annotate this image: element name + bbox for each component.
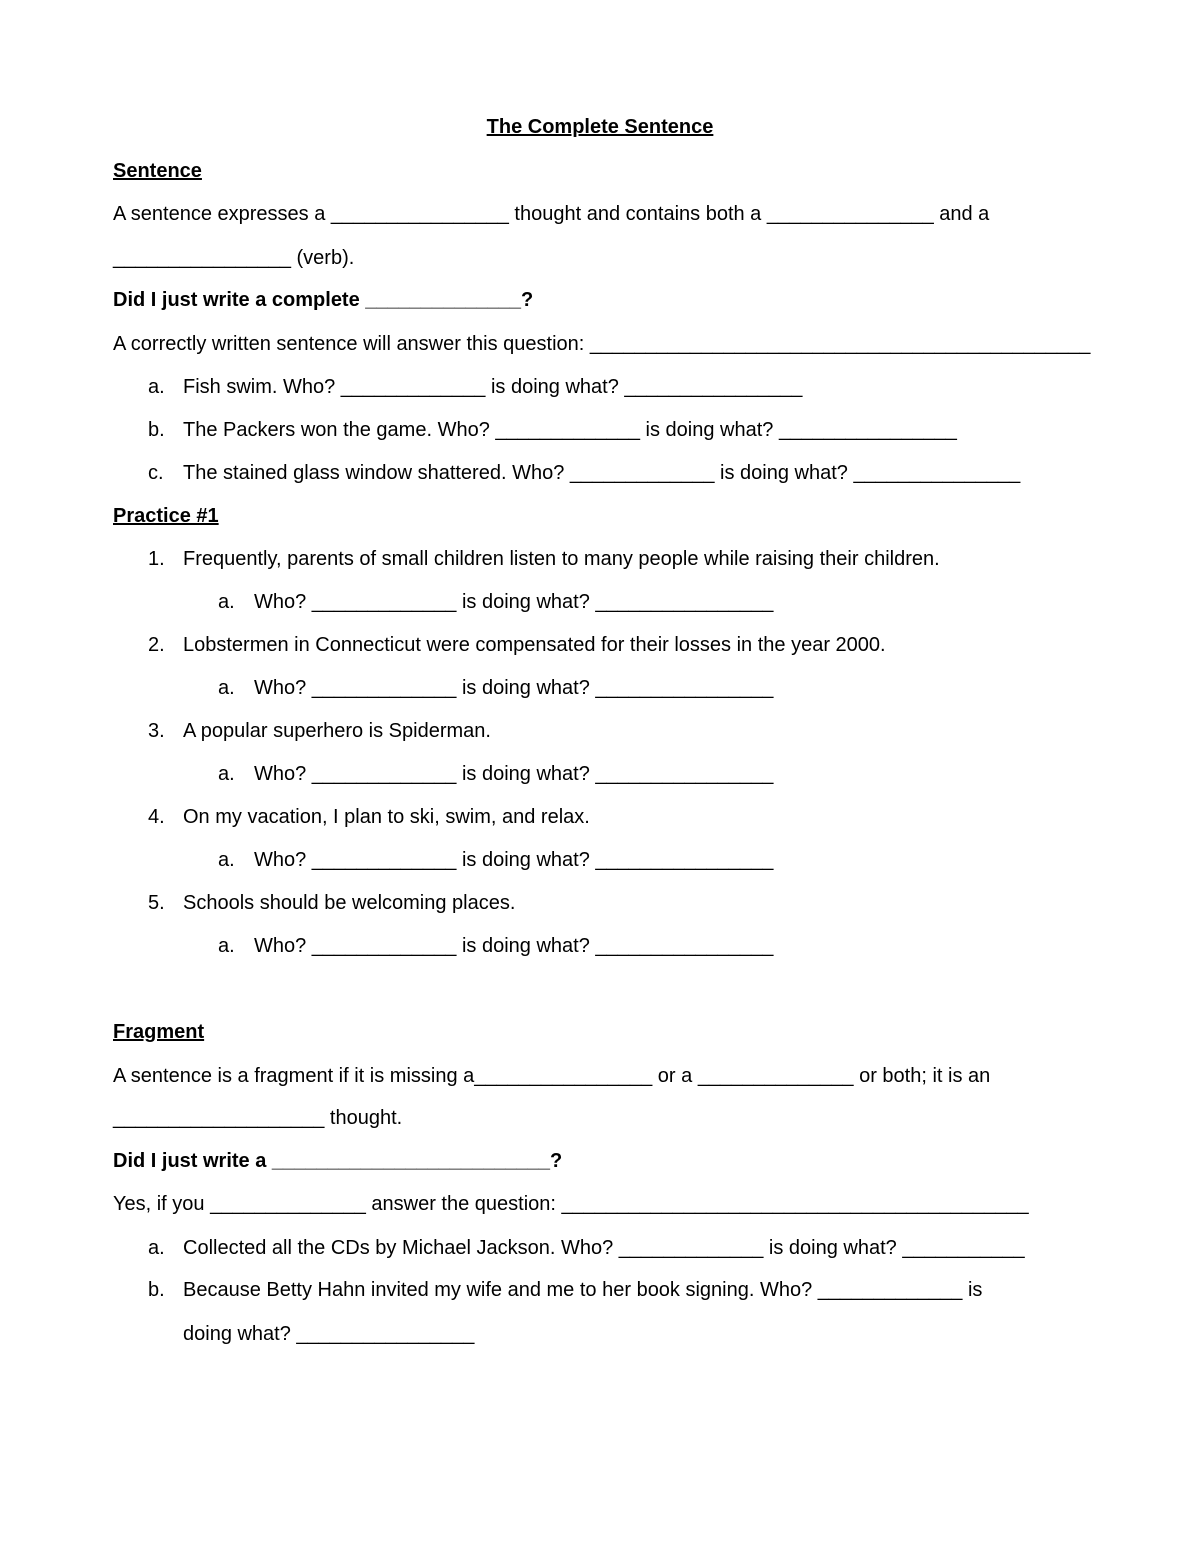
list-item: Who? _____________ is doing what? ________________ [254, 677, 774, 699]
fragment-heading: Fragment [113, 1021, 205, 1043]
list-item: Who? _____________ is doing what? ________________ [254, 763, 774, 785]
list-number: 5. [148, 892, 165, 914]
fragment-definition-line-2: ___________________ thought. [113, 1107, 403, 1129]
list-item: Lobstermen in Connecticut were compensated for their losses in the year 2000. [183, 634, 886, 656]
list-item: Who? _____________ is doing what? ________________ [254, 935, 774, 957]
list-marker: c. [148, 462, 164, 484]
list-item: Because Betty Hahn invited my wife and me to her book signing. Who? _____________ is [183, 1279, 983, 1301]
list-number: 2. [148, 634, 165, 656]
list-number: 3. [148, 720, 165, 742]
list-marker: b. [148, 419, 165, 441]
list-marker: a. [218, 935, 235, 957]
sentence-heading: Sentence [113, 160, 202, 182]
question-line: A correctly written sentence will answer this question: _____________________________________________ [113, 333, 1091, 355]
list-item: Frequently, parents of small children listen to many people while raising their children. [183, 548, 940, 570]
list-marker: a. [218, 591, 235, 613]
list-item: On my vacation, I plan to ski, swim, and relax. [183, 806, 590, 828]
list-item: The stained glass window shattered. Who? _____________ is doing what? _______________ [183, 462, 1021, 484]
list-number: 4. [148, 806, 165, 828]
list-marker: a. [218, 849, 235, 871]
list-item: Who? _____________ is doing what? ________________ [254, 849, 774, 871]
fragment-question-heading: Did I just write a _________________________? [113, 1150, 563, 1172]
list-item: Who? _____________ is doing what? ________________ [254, 591, 774, 613]
fragment-definition-line-1: A sentence is a fragment if it is missing a________________ or a ______________ or both; it is an [113, 1065, 991, 1087]
list-item: A popular superhero is Spiderman. [183, 720, 491, 742]
list-number: 1. [148, 548, 165, 570]
list-marker: b. [148, 1279, 165, 1301]
list-marker: a. [148, 376, 165, 398]
list-marker: a. [148, 1237, 165, 1259]
page-title: The Complete Sentence [486, 116, 714, 138]
fragment-yes-line: Yes, if you ______________ answer the question: __________________________________________ [113, 1193, 1029, 1215]
list-item: Fish swim. Who? _____________ is doing what? ________________ [183, 376, 803, 398]
complete-sentence-question-heading: Did I just write a complete ______________? [113, 289, 534, 311]
list-marker: a. [218, 677, 235, 699]
list-item-continuation: doing what? ________________ [183, 1323, 475, 1345]
list-item: The Packers won the game. Who? _____________ is doing what? ________________ [183, 419, 957, 441]
sentence-definition-line-2: ________________ (verb). [113, 247, 355, 269]
list-item: Collected all the CDs by Michael Jackson. Who? _____________ is doing what? ___________ [183, 1237, 1025, 1259]
practice-heading: Practice #1 [113, 505, 219, 527]
list-item: Schools should be welcoming places. [183, 892, 516, 914]
sentence-definition-line-1: A sentence expresses a ________________ thought and contains both a _______________ and a [113, 203, 990, 225]
list-marker: a. [218, 763, 235, 785]
